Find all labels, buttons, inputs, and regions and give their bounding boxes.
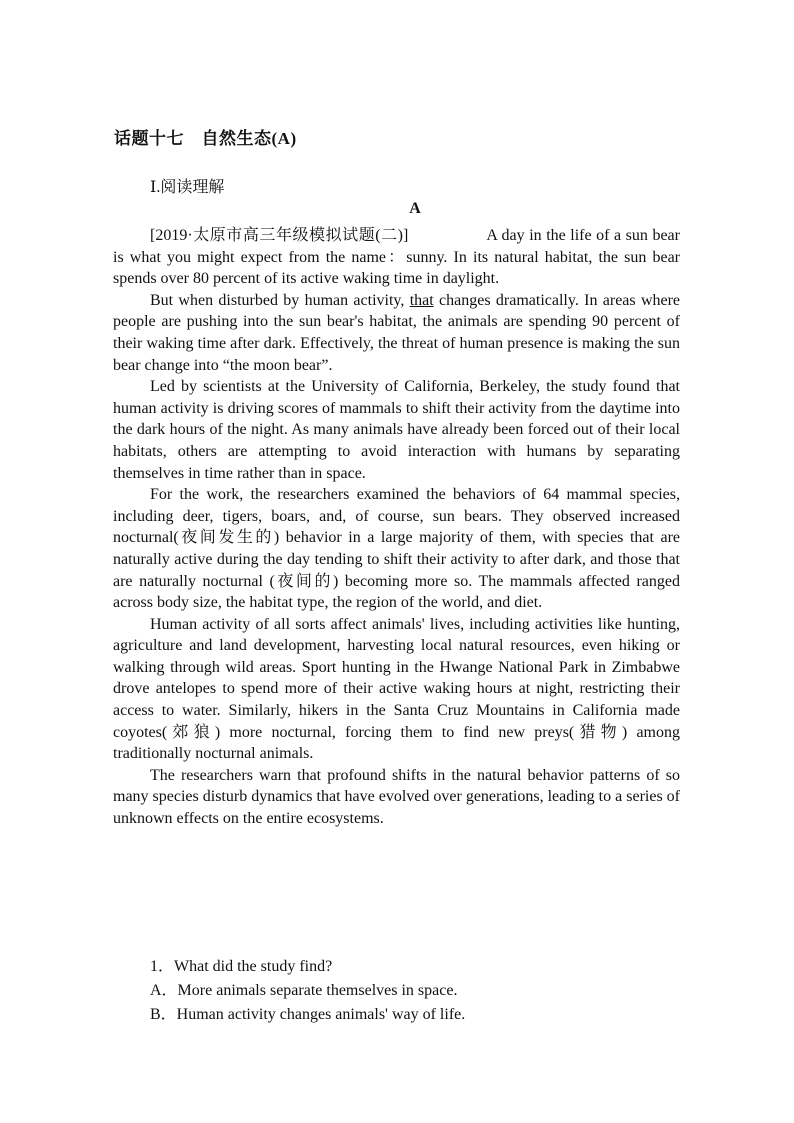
paragraph-1-text: A day in the life of a sun bear is what you might expect from the name：sunny. In its natural habitat, the sun bear spends over 80 percent of its active waking time in daylight. (113, 227, 680, 288)
paragraph-2-before: But when disturbed by human activity, (150, 291, 405, 309)
paragraph-2-after: changes dramatically. In areas where people are pushing into the sun bear's habitat, the animals are spending 90 percent of their waking time after dark. Effectively, the threat of human presence is making the sun bear change into “the moon bear”. (113, 291, 681, 374)
passage-label: A (409, 200, 421, 217)
section-heading: Ⅰ.阅读理解 (150, 179, 225, 196)
option-b[interactable]: B．Human activity changes animals' way of life. (150, 1006, 466, 1023)
option-a[interactable]: A．More animals separate themselves in space. (150, 982, 458, 999)
question-1: 1．What did the study find? (150, 958, 333, 975)
paragraph-1 (113, 225, 680, 290)
paragraph-3: Led by scientists at the University of California, Berkeley, the study found that human activity is driving scores of mammals to shift their activity from the daytime into the dark hours of the night. As many animals have already been forced out of their local habitats, others are attempting to avoid interaction with humans by separating themselves in time rather than in space. (113, 378, 680, 482)
paragraph-6: The researchers warn that profound shifts in the natural behavior patterns of so many species disturb dynamics that have evolved over generations, leading to a series of unknown effects on the entire ecosystems. (113, 766, 680, 828)
page-title: 话题十七 自然生态(A) (114, 129, 297, 148)
paragraph-4: For the work, the researchers examined the behaviors of 64 mammal species, including deer, tigers, boars, and, of course, sun bears. They observed increased nocturnal(夜间发生的) behavior in a large majority of them, with species that are naturally active during the day tending to shift their activity to after dark, and those that are naturally nocturnal (夜间的) becoming more so. The mammals affected ranged across body size, the habitat type, the region of the world, and diet. (113, 486, 680, 612)
underlined-word: that (409, 291, 434, 309)
paragraph-5: Human activity of all sorts affect animals' lives, including activities like hunting, agriculture and land development, harvesting local natural resources, even hiking or walking through wild areas. Sport hunting in the Hwange National Park in Zimbabwe drove antelopes to spend more of their active waking hours at night, restricting their access to water. Similarly, hikers in the Santa Cruz Mountains in California made coyotes(郊狼) more nocturnal, forcing them to find new preys(猎物) among traditionally nocturnal animals. (113, 615, 680, 763)
source-citation: [2019·太原市高三年级模拟试题(二)] (150, 227, 409, 244)
question-block (150, 955, 465, 1027)
paragraph-2 (113, 290, 680, 376)
reading-passage (113, 225, 680, 830)
